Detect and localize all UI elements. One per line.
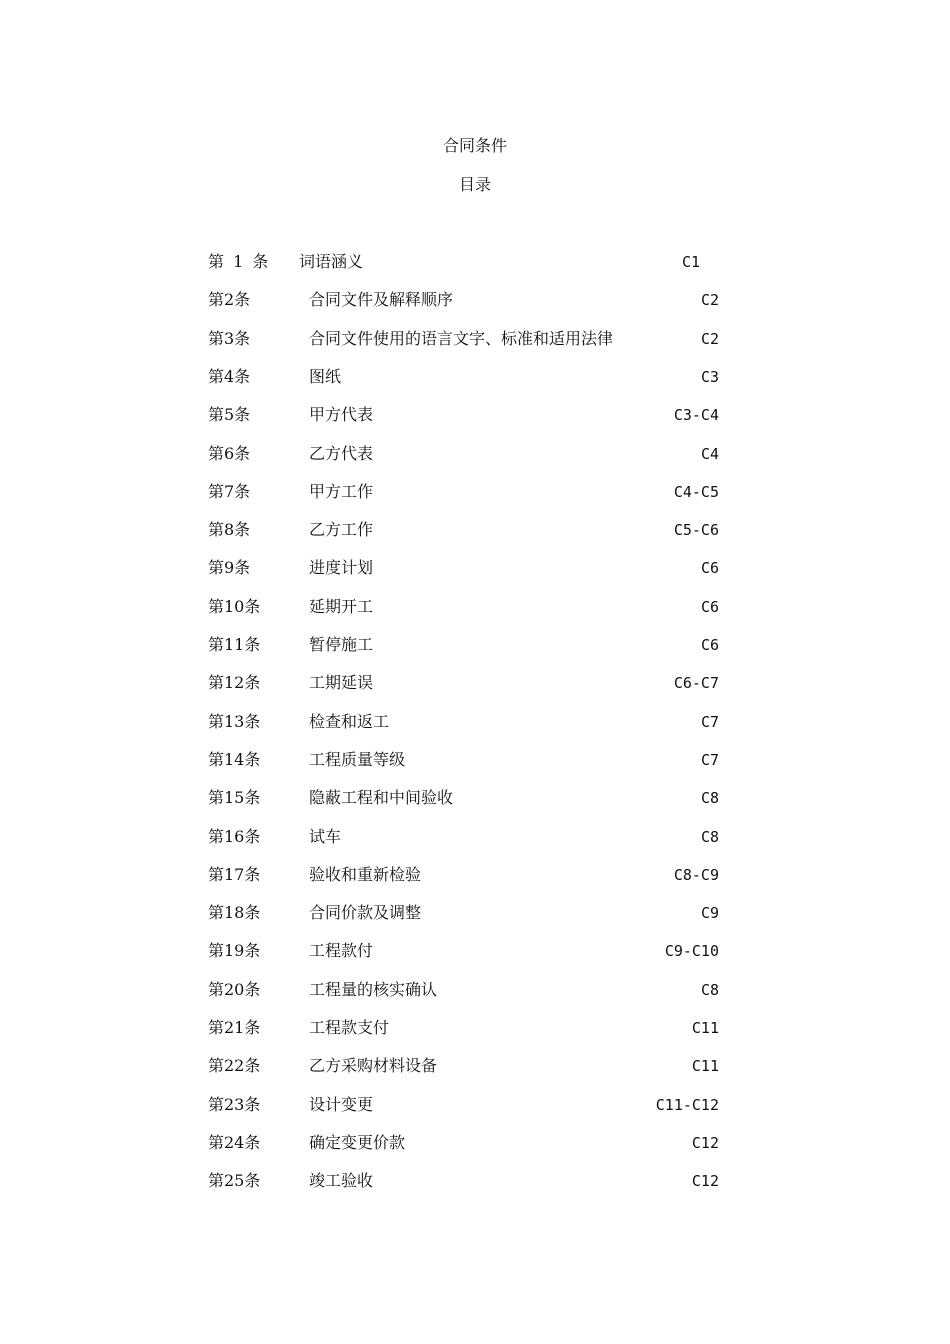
toc-page-reference: C3 xyxy=(700,368,719,386)
toc-row xyxy=(0,749,950,771)
toc-article-subject: 工程款付 xyxy=(309,941,374,960)
toc-article-number: 第18条 xyxy=(208,903,261,922)
toc-page-reference: C9-C10 xyxy=(664,942,719,960)
toc-article-subject: 图纸 xyxy=(309,367,342,386)
toc-article-number: 第16条 xyxy=(208,827,261,846)
toc-row xyxy=(0,940,950,962)
toc-row xyxy=(0,557,950,579)
toc-article-number: 第 1 条 xyxy=(208,252,271,271)
toc-page-reference: C6 xyxy=(700,636,719,654)
toc-article-number: 第6条 xyxy=(208,444,251,463)
toc-article-subject: 设计变更 xyxy=(309,1095,374,1114)
toc-article-subject: 验收和重新检验 xyxy=(309,865,422,884)
toc-row xyxy=(0,787,950,809)
toc-row xyxy=(0,979,950,1001)
toc-page-reference: C6-C7 xyxy=(673,674,719,692)
toc-page-reference: C11-C12 xyxy=(655,1096,719,1114)
toc-article-subject: 乙方采购材料设备 xyxy=(309,1056,438,1075)
toc-article-subject: 工期延误 xyxy=(309,673,374,692)
toc-article-number: 第21条 xyxy=(208,1018,261,1037)
toc-article-number: 第23条 xyxy=(208,1095,261,1114)
toc-article-number: 第8条 xyxy=(208,520,251,539)
toc-row xyxy=(0,289,950,311)
toc-page-reference: C8-C9 xyxy=(673,866,719,884)
toc-page-reference: C4-C5 xyxy=(673,483,719,501)
toc-row xyxy=(0,366,950,388)
toc-page-reference: C2 xyxy=(700,291,719,309)
toc-article-subject: 工程质量等级 xyxy=(309,750,406,769)
toc-article-number: 第13条 xyxy=(208,712,261,731)
toc-page-reference: C12 xyxy=(691,1172,719,1190)
toc-article-subject: 合同文件使用的语言文字、标准和适用法律 xyxy=(309,329,614,348)
toc-article-subject: 词语涵义 xyxy=(299,252,364,271)
toc-page-reference: C5-C6 xyxy=(673,521,719,539)
toc-article-subject: 暂停施工 xyxy=(309,635,374,654)
toc-page-reference: C3-C4 xyxy=(673,406,719,424)
toc-row xyxy=(0,711,950,733)
toc-row xyxy=(0,672,950,694)
toc-article-number: 第10条 xyxy=(208,597,261,616)
toc-article-subject: 进度计划 xyxy=(309,558,374,577)
toc-article-subject: 确定变更价款 xyxy=(309,1133,406,1152)
toc-row xyxy=(0,404,950,426)
toc-article-number: 第7条 xyxy=(208,482,251,501)
toc-article-number: 第15条 xyxy=(208,788,261,807)
toc-page-reference: C7 xyxy=(700,713,719,731)
toc-row xyxy=(0,1170,950,1192)
toc-page-reference: C2 xyxy=(700,330,719,348)
toc-page-reference: C6 xyxy=(700,598,719,616)
toc-article-subject: 隐蔽工程和中间验收 xyxy=(309,788,454,807)
toc-heading: 目录 xyxy=(458,175,491,194)
toc-article-number: 第5条 xyxy=(208,405,251,424)
toc-row xyxy=(0,443,950,465)
toc-article-subject: 工程量的核实确认 xyxy=(309,980,438,999)
toc-page-reference: C11 xyxy=(691,1057,719,1075)
toc-row xyxy=(0,826,950,848)
toc-article-subject: 合同文件及解释顺序 xyxy=(309,290,454,309)
document-title: 合同条件 xyxy=(442,136,507,155)
toc-article-number: 第3条 xyxy=(208,329,251,348)
toc-article-number: 第14条 xyxy=(208,750,261,769)
toc-article-number: 第2条 xyxy=(208,290,251,309)
toc-article-subject: 甲方工作 xyxy=(309,482,374,501)
toc-article-subject: 乙方工作 xyxy=(309,520,374,539)
toc-row xyxy=(0,481,950,503)
toc-page-reference: C9 xyxy=(700,904,719,922)
toc-article-number: 第12条 xyxy=(208,673,261,692)
toc-article-number: 第17条 xyxy=(208,865,261,884)
toc-article-subject: 工程款支付 xyxy=(309,1018,390,1037)
toc-article-number: 第11条 xyxy=(208,635,261,654)
toc-article-number: 第19条 xyxy=(208,941,261,960)
toc-article-subject: 检查和返工 xyxy=(309,712,390,731)
toc-article-subject: 延期开工 xyxy=(309,597,374,616)
toc-page-reference: C8 xyxy=(700,789,719,807)
toc-row xyxy=(0,634,950,656)
toc-article-subject: 乙方代表 xyxy=(309,444,374,463)
toc-article-subject: 竣工验收 xyxy=(309,1171,374,1190)
toc-page-reference: C6 xyxy=(700,559,719,577)
toc-page-reference: C8 xyxy=(700,981,719,999)
toc-row xyxy=(0,251,950,273)
toc-row xyxy=(0,1094,950,1116)
toc-row xyxy=(0,1132,950,1154)
toc-row xyxy=(0,864,950,886)
toc-page-reference: C7 xyxy=(700,751,719,769)
toc-article-number: 第9条 xyxy=(208,558,251,577)
toc-row xyxy=(0,328,950,350)
toc-page-reference: C12 xyxy=(691,1134,719,1152)
toc-article-number: 第4条 xyxy=(208,367,251,386)
toc-article-subject: 合同价款及调整 xyxy=(309,903,422,922)
toc-page-reference: C8 xyxy=(700,828,719,846)
toc-row xyxy=(0,1017,950,1039)
toc-article-number: 第25条 xyxy=(208,1171,261,1190)
toc-row xyxy=(0,1055,950,1077)
toc-row xyxy=(0,596,950,618)
toc-article-subject: 试车 xyxy=(309,827,342,846)
toc-article-number: 第22条 xyxy=(208,1056,261,1075)
toc-article-number: 第20条 xyxy=(208,980,261,999)
toc-page-reference: C11 xyxy=(691,1019,719,1037)
toc-article-subject: 甲方代表 xyxy=(309,405,374,424)
toc-page-reference: C4 xyxy=(700,445,719,463)
toc-article-number: 第24条 xyxy=(208,1133,261,1152)
toc-row xyxy=(0,902,950,924)
toc-row xyxy=(0,519,950,541)
toc-page-reference: C1 xyxy=(681,253,700,271)
